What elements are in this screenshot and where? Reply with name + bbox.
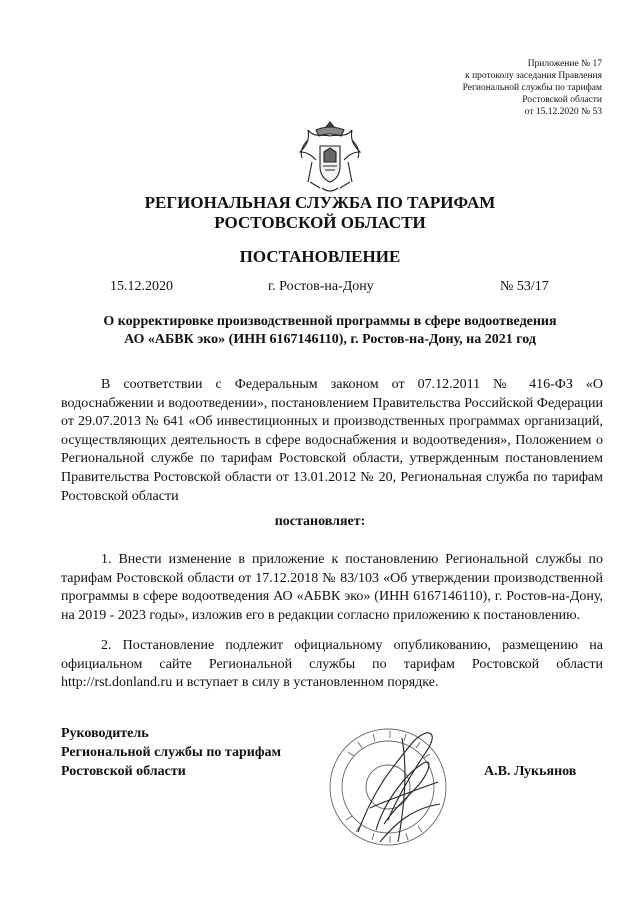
handwritten-signature-icon: [358, 733, 440, 842]
document-number: № 53/17: [500, 279, 549, 294]
document-date: 15.12.2020: [110, 279, 173, 294]
organization-region: РОСТОВСКОЙ ОБЛАСТИ: [214, 213, 426, 232]
coat-of-arms-icon: [296, 118, 364, 196]
appendix-line: Приложение № 17: [527, 59, 602, 69]
document-subject: О корректировке производственной программы в сфере водоотведения: [103, 314, 557, 329]
intro-paragraph: В соответствии с Федеральным законом от 07.12.2011 № 416-ФЗ «О водоснабжении и водоотведении», постановлением Правительства Российской Федерации от 29.07.2013 № 641 «Об инвестиционных и производственных программах организаций, осуществляющих деятельность в сфере водоснабжения и водоотведения», Положением о Региональной службе по тарифам Ростовской области, утвержденным постановлением Правительства Ростовской области от 13.01.2012 № 20, Региональная служба по тарифам Ростовской области: [61, 377, 603, 504]
appendix-line: Ростовской области: [522, 95, 602, 105]
signatory-title: Ростовской области: [61, 764, 186, 779]
signatory-title: Руководитель: [61, 726, 149, 741]
appendix-line: от 15.12.2020 № 53: [524, 107, 602, 117]
document-type: ПОСТАНОВЛЕНИЕ: [239, 247, 401, 266]
signatory-title: Региональной службы по тарифам: [61, 745, 282, 760]
document-subject: АО «АБВК эко» (ИНН 6167146110), г. Ростов-на-Дону, на 2021 год: [124, 332, 536, 347]
resolution-item-1: 1. Внести изменение в приложение к постановлению Региональной службы по тарифам Ростовской области от 17.12.2018 № 83/103 «Об утверждении производственной программы в сфере водоотведения АО «АБВК эко» (ИНН 6167146110), г. Ростов-на-Дону, на 2019 - 2023 годы», изложив его в редакции согласно приложению к постановлению.: [61, 552, 603, 623]
organization-name: РЕГИОНАЛЬНАЯ СЛУЖБА ПО ТАРИФАМ: [144, 193, 496, 212]
signatory-name: А.В. Лукьянов: [484, 764, 577, 779]
resolution-item-2: 2. Постановление подлежит официальному опубликованию, размещению на официальном сайте Региональной службы по тарифам Ростовской области http://rst.donland.ru и вступает в силу в установленном порядке.: [61, 638, 603, 691]
round-seal-icon: [318, 712, 468, 862]
document-city: г. Ростов-на-Дону: [268, 279, 374, 294]
appendix-line: Региональной службы по тарифам: [462, 83, 602, 93]
resolves-heading: постановляет:: [274, 514, 366, 529]
appendix-line: к протоколу заседания Правления: [465, 71, 602, 81]
appendix-note: [342, 58, 602, 118]
